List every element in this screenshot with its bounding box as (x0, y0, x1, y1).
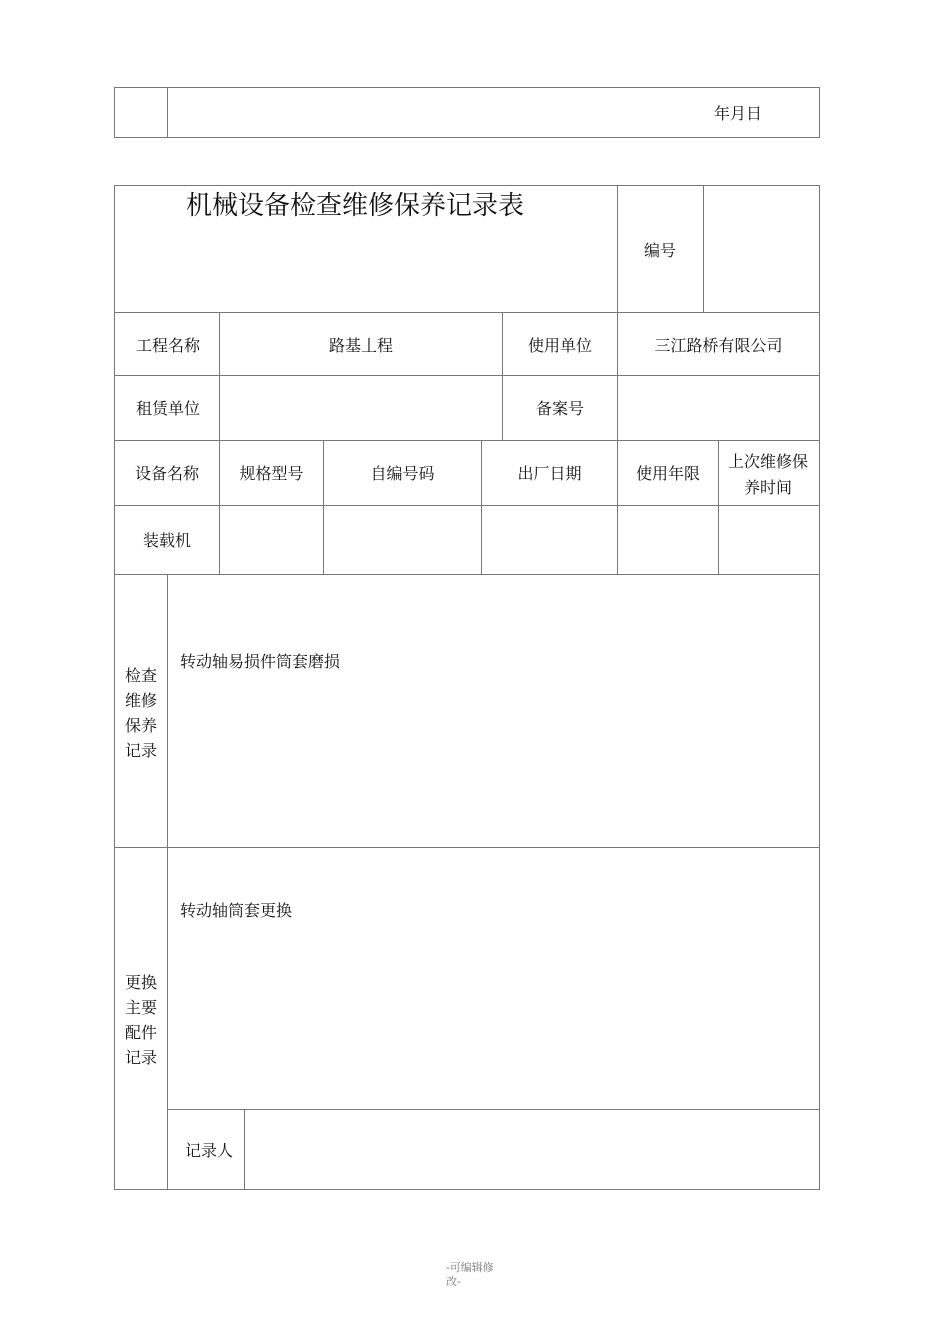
inspection-label-line: 保养 (124, 716, 157, 735)
parts-label-line: 配件 (124, 1023, 157, 1042)
parts-label (124, 970, 158, 1070)
row-line (167, 1109, 820, 1110)
col-header-service-years: 使用年限 (635, 464, 700, 483)
col-line (703, 185, 704, 313)
recorder-label: 记录人 (185, 1141, 234, 1160)
form-title: 机械设备检查维修保养记录表 (186, 191, 525, 221)
inspection-label-line: 维修 (124, 691, 157, 710)
top-table-divider (167, 87, 168, 138)
user-unit-value[interactable]: 三江路桥有限公司 (654, 336, 783, 355)
record-no-label: 备案号 (536, 399, 585, 418)
inspection-label-line: 检查 (124, 666, 157, 685)
inspection-label (124, 663, 158, 763)
col-header-self-number: 自编号码 (370, 464, 435, 483)
col-header-factory-date: 出厂日期 (517, 464, 582, 483)
lessor-label: 租赁单位 (136, 399, 201, 418)
inspection-label-line: 记录 (124, 741, 157, 760)
parts-label-line: 记录 (124, 1048, 157, 1067)
project-name-value[interactable]: 路基丄程 (328, 336, 393, 355)
col-header-model: 规格型号 (239, 464, 304, 483)
equipment-name-value[interactable]: 装载机 (142, 531, 191, 550)
col-line (718, 440, 719, 575)
parts-label-line: 更换 (124, 973, 157, 992)
row-line (114, 847, 820, 848)
col-header-equipment-name: 设备名称 (134, 464, 199, 483)
col-line (244, 1109, 245, 1190)
project-name-label: 工程名称 (136, 336, 201, 355)
parts-label-line: 主要 (124, 998, 157, 1017)
footer-note: -可编辑修改- (446, 1261, 494, 1288)
user-unit-label: 使用单位 (528, 336, 593, 355)
col-line (617, 185, 618, 313)
inspection-content[interactable]: 转动轴易损件筒套磨损 (180, 652, 341, 671)
col-line (502, 312, 503, 441)
number-label: 编号 (644, 241, 677, 260)
parts-content[interactable]: 转动轴筒套更换 (180, 901, 293, 920)
col-header-last-maintenance: 上次维修保养时间 (727, 452, 808, 497)
col-line (167, 574, 168, 1190)
date-label: 年月日 (714, 104, 763, 123)
